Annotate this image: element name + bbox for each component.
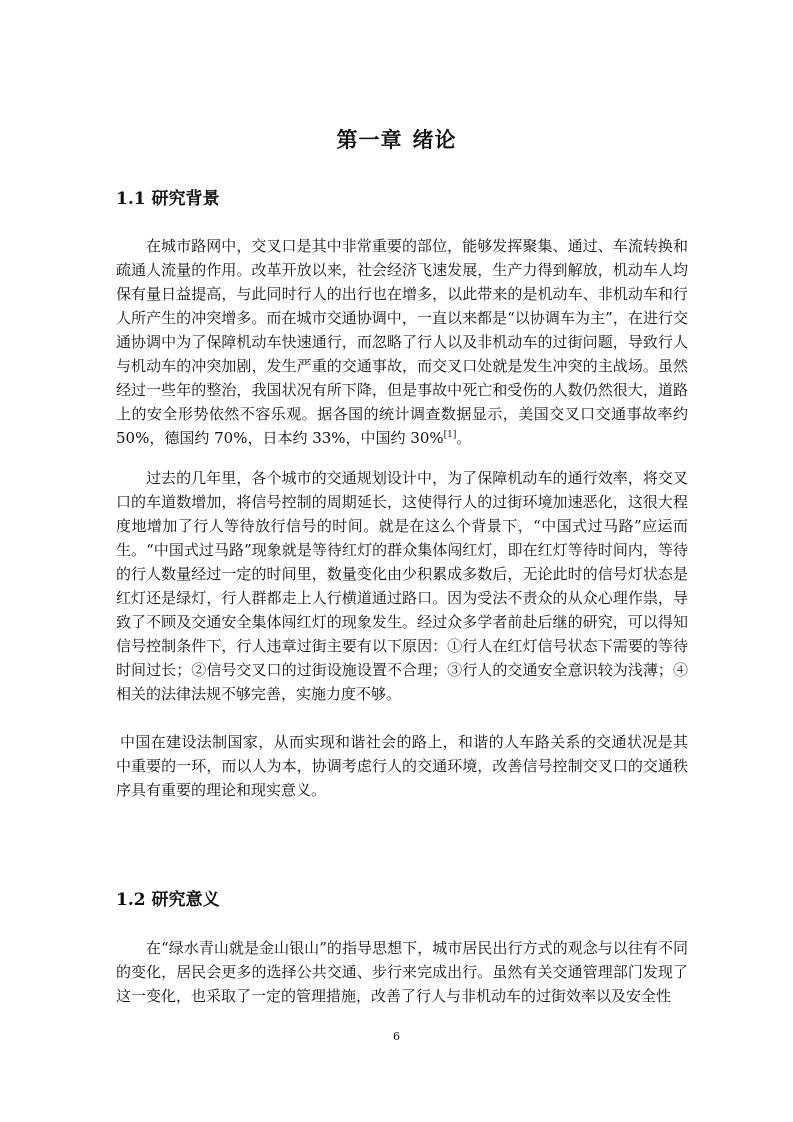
paragraph-background-3: 中国在建设法制国家，从而实现和谐社会的路上，和谐的人车路关系的交通状况是其中重要的一环，而以人为本，协调考虑行人的交通环境，改善信号控制交叉口的交通秩序具有重要的理论和现实意义。 <box>116 733 688 799</box>
page-number: 6 <box>393 1030 400 1043</box>
section-heading-background: 1.1 研究背景 <box>116 189 220 209</box>
chapter-number: 第一章 <box>336 127 403 152</box>
paragraph-background-2: 过去的几年里，各个城市的交通规划设计中，为了保障机动车的通行效率，将交叉口的车道数增加，将信号控制的周期延长，这使得行人的过街环境加速恶化，这很大程度地增加了行人等待放行信号的时间。就是在这么个背景下，“中国式过马路”应运而生。“中国式过马路”现象就是等待红灯的群众集体闯红灯，即在红灯等待时间内，等待的行人数量经过一定的时间里，数量变化由少积累成多数后，无论此时的信号灯状态是红灯还是绿灯，行人群都走上人行横道通过路口。因为受法不责众的从众心理作祟，导致了不顾及交通安全集体闯红灯的现象发生。经过众多学者前赴后继的研究，可以得知信号控制条件下，行人违章过街主要有以下原因：①行人在红灯信号状态下需要的等待时间过长；②信号交叉口的过街设施设置不合理；③行人的交通安全意识较为浅薄；④相关的法律法规不够完善，实施力度不够。 <box>116 469 688 703</box>
section-heading-significance: 1.2 研究意义 <box>116 890 220 910</box>
chapter-name: 绪论 <box>412 127 457 152</box>
chapter-title <box>0 124 793 154</box>
paragraph-text-end: 。 <box>456 429 472 447</box>
citation-reference: [1] <box>443 430 457 440</box>
paragraph-significance-1: 在“绿水青山就是金山银山”的指导思想下，城市居民出行方式的观念与以往有不同的变化，居民会更多的选择公共交通、步行来完成出行。虽然有关交通管理部门发现了这一变化，也采取了一定的管理措施，改善了行人与非机动车的过街效率以及安全性 <box>116 939 688 1005</box>
paragraph-text: 在城市路网中，交叉口是其中非常重要的部位，能够发挥聚集、通过、车流转换和疏通人流量的作用。改革开放以来，社会经济飞速发展，生产力得到解放，机动车人均保有量日益提高，与此同时行人的出行也在增多，以此带来的是机动车、非机动车和行人所产生的冲突增多。而在城市交通协调中，一直以来都是“以协调车为主”，在进行交通协调中为了保障机动车快速通行，而忽略了行人以及非机动车的过街问题，导致行人与机动车的冲突加剧，发生严重的交通事故，而交叉口处就是发生冲突的主战场。虽然经过一些年的整治，我国状况有所下降，但是事故中死亡和受伤的人数仍然很大，道路上的安全形势依然不容乐观。据各国的统计调查数据显示，美国交叉口交通事故率约 50%，德国约 70%，日本约 33%，中国约 30% <box>116 237 688 447</box>
paragraph-background-1 <box>116 234 688 450</box>
